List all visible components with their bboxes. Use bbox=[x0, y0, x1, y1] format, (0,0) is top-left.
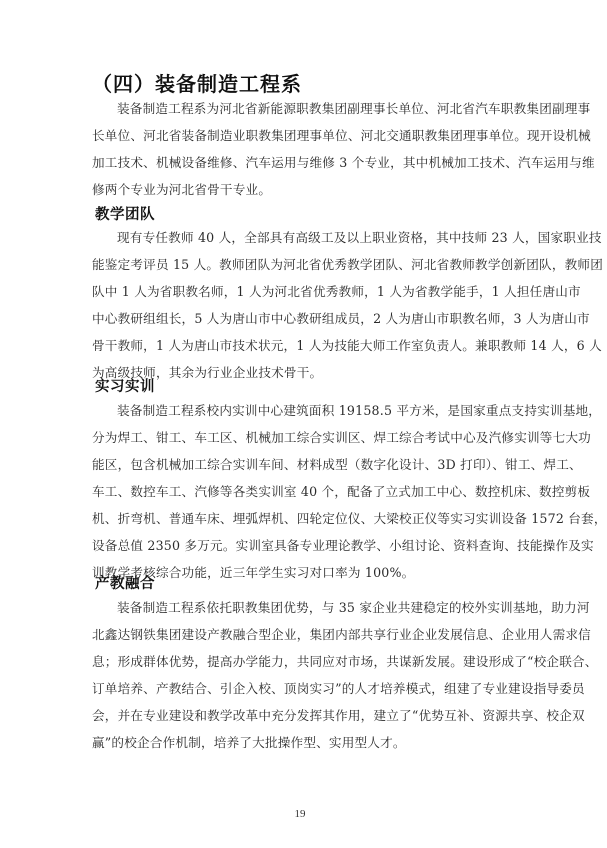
teaching-team-line: 为高级技师，其余为行业企业技术骨干。 bbox=[92, 365, 323, 380]
teaching-team-line: 现有专任教师 40 人，全部具有高级工及以上职业资格，其中技师 23 人，国家职业技 bbox=[117, 230, 602, 245]
practice-line: 机、折弯机、普通车床、埋弧焊机、四轮定位仪、大梁校正仪等实习实训设备 1572 台套， bbox=[92, 511, 607, 526]
industry-edu-line: 息；形成群体优势，提高办学能力，共同应对市场，共谋新发展。建设形成了“校企联合、 bbox=[92, 654, 598, 669]
teaching-team-paragraph bbox=[92, 224, 603, 386]
page-number: 19 bbox=[294, 808, 306, 820]
intro-line: 长单位、河北省装备制造业职教集团理事单位、河北交通职教集团理事单位。现开设机械 bbox=[92, 128, 591, 143]
industry-edu-line: 订单培养、产教结合、引企入校、顶岗实习”的人才培养模式，组建了专业建设指导委员 bbox=[92, 681, 585, 696]
practice-line: 车工、数控车工、汽修等各类实训室 40 个，配备了立式加工中心、数控机床、数控剪板 bbox=[92, 484, 591, 499]
industry-edu-line: 装备制造工程系依托职教集团优势，与 35 家企业共建稳定的校外实训基地，助力河 bbox=[117, 600, 590, 615]
industry-edu-line: 会，并在专业建设和教学改革中充分发挥其作用，建立了“优势互补、资源共享、校企双 bbox=[92, 708, 585, 723]
practice-line: 设备总值 2350 多万元。实训室具备专业理论教学、小组讨论、资料查询、技能操作及实 bbox=[92, 538, 594, 553]
intro-paragraph bbox=[92, 95, 595, 203]
practice-paragraph bbox=[92, 397, 607, 586]
teaching-team-line: 中心教研组组长，5 人为唐山市中心教研组成员，2 人为唐山市职教名师，3 人为唐山市 bbox=[92, 311, 590, 326]
practice-line: 训教学考核综合功能，近三年学生实习对口率为 100%。 bbox=[92, 565, 415, 580]
practice-heading: 实习实训 bbox=[95, 379, 155, 395]
teaching-team-line: 能鉴定考评员 15 人。教师团队为河北省优秀教学团队、河北省教师教学创新团队，教师团 bbox=[92, 257, 603, 272]
intro-line: 加工技术、机械设备维修、汽车运用与维修 3 个专业，其中机械加工技术、汽车运用与维 bbox=[92, 155, 595, 170]
industry-edu-line: 赢”的校企合作机制，培养了大批操作型、实用型人才。 bbox=[92, 735, 406, 750]
industry-edu-heading: 产教融合 bbox=[95, 576, 155, 592]
intro-line: 修两个专业为河北省骨干专业。 bbox=[92, 182, 272, 197]
practice-line: 装备制造工程系校内实训中心建筑面积 19158.5 平方米，是国家重点支持实训基地， bbox=[117, 403, 602, 418]
teaching-team-heading: 教学团队 bbox=[95, 207, 155, 223]
industry-edu-paragraph bbox=[92, 594, 598, 756]
section-title: （四）装备制造工程系 bbox=[92, 72, 302, 96]
practice-line: 能区，包含机械加工综合实训车间、材料成型（数字化设计、3D 打印）、钳工、焊工、 bbox=[92, 457, 582, 472]
teaching-team-line: 队中 1 人为省职教名师，1 人为河北省优秀教师，1 人为省教学能手，1 人担任唐山市 bbox=[92, 284, 581, 299]
industry-edu-line: 北鑫达钢铁集团建设产教融合型企业，集团内部共享行业企业发展信息、企业用人需求信 bbox=[92, 627, 591, 642]
teaching-team-line: 骨干教师，1 人为唐山市技术状元，1 人为技能大师工作室负责人。兼职教师 14 人，6 人 bbox=[92, 338, 602, 353]
practice-line: 分为焊工、钳工、车工区、机械加工综合实训区、焊工综合考试中心及汽修实训等七大功 bbox=[92, 430, 591, 445]
intro-line: 装备制造工程系为河北省新能源职教集团副理事长单位、河北省汽车职教集团副理事 bbox=[117, 101, 591, 116]
